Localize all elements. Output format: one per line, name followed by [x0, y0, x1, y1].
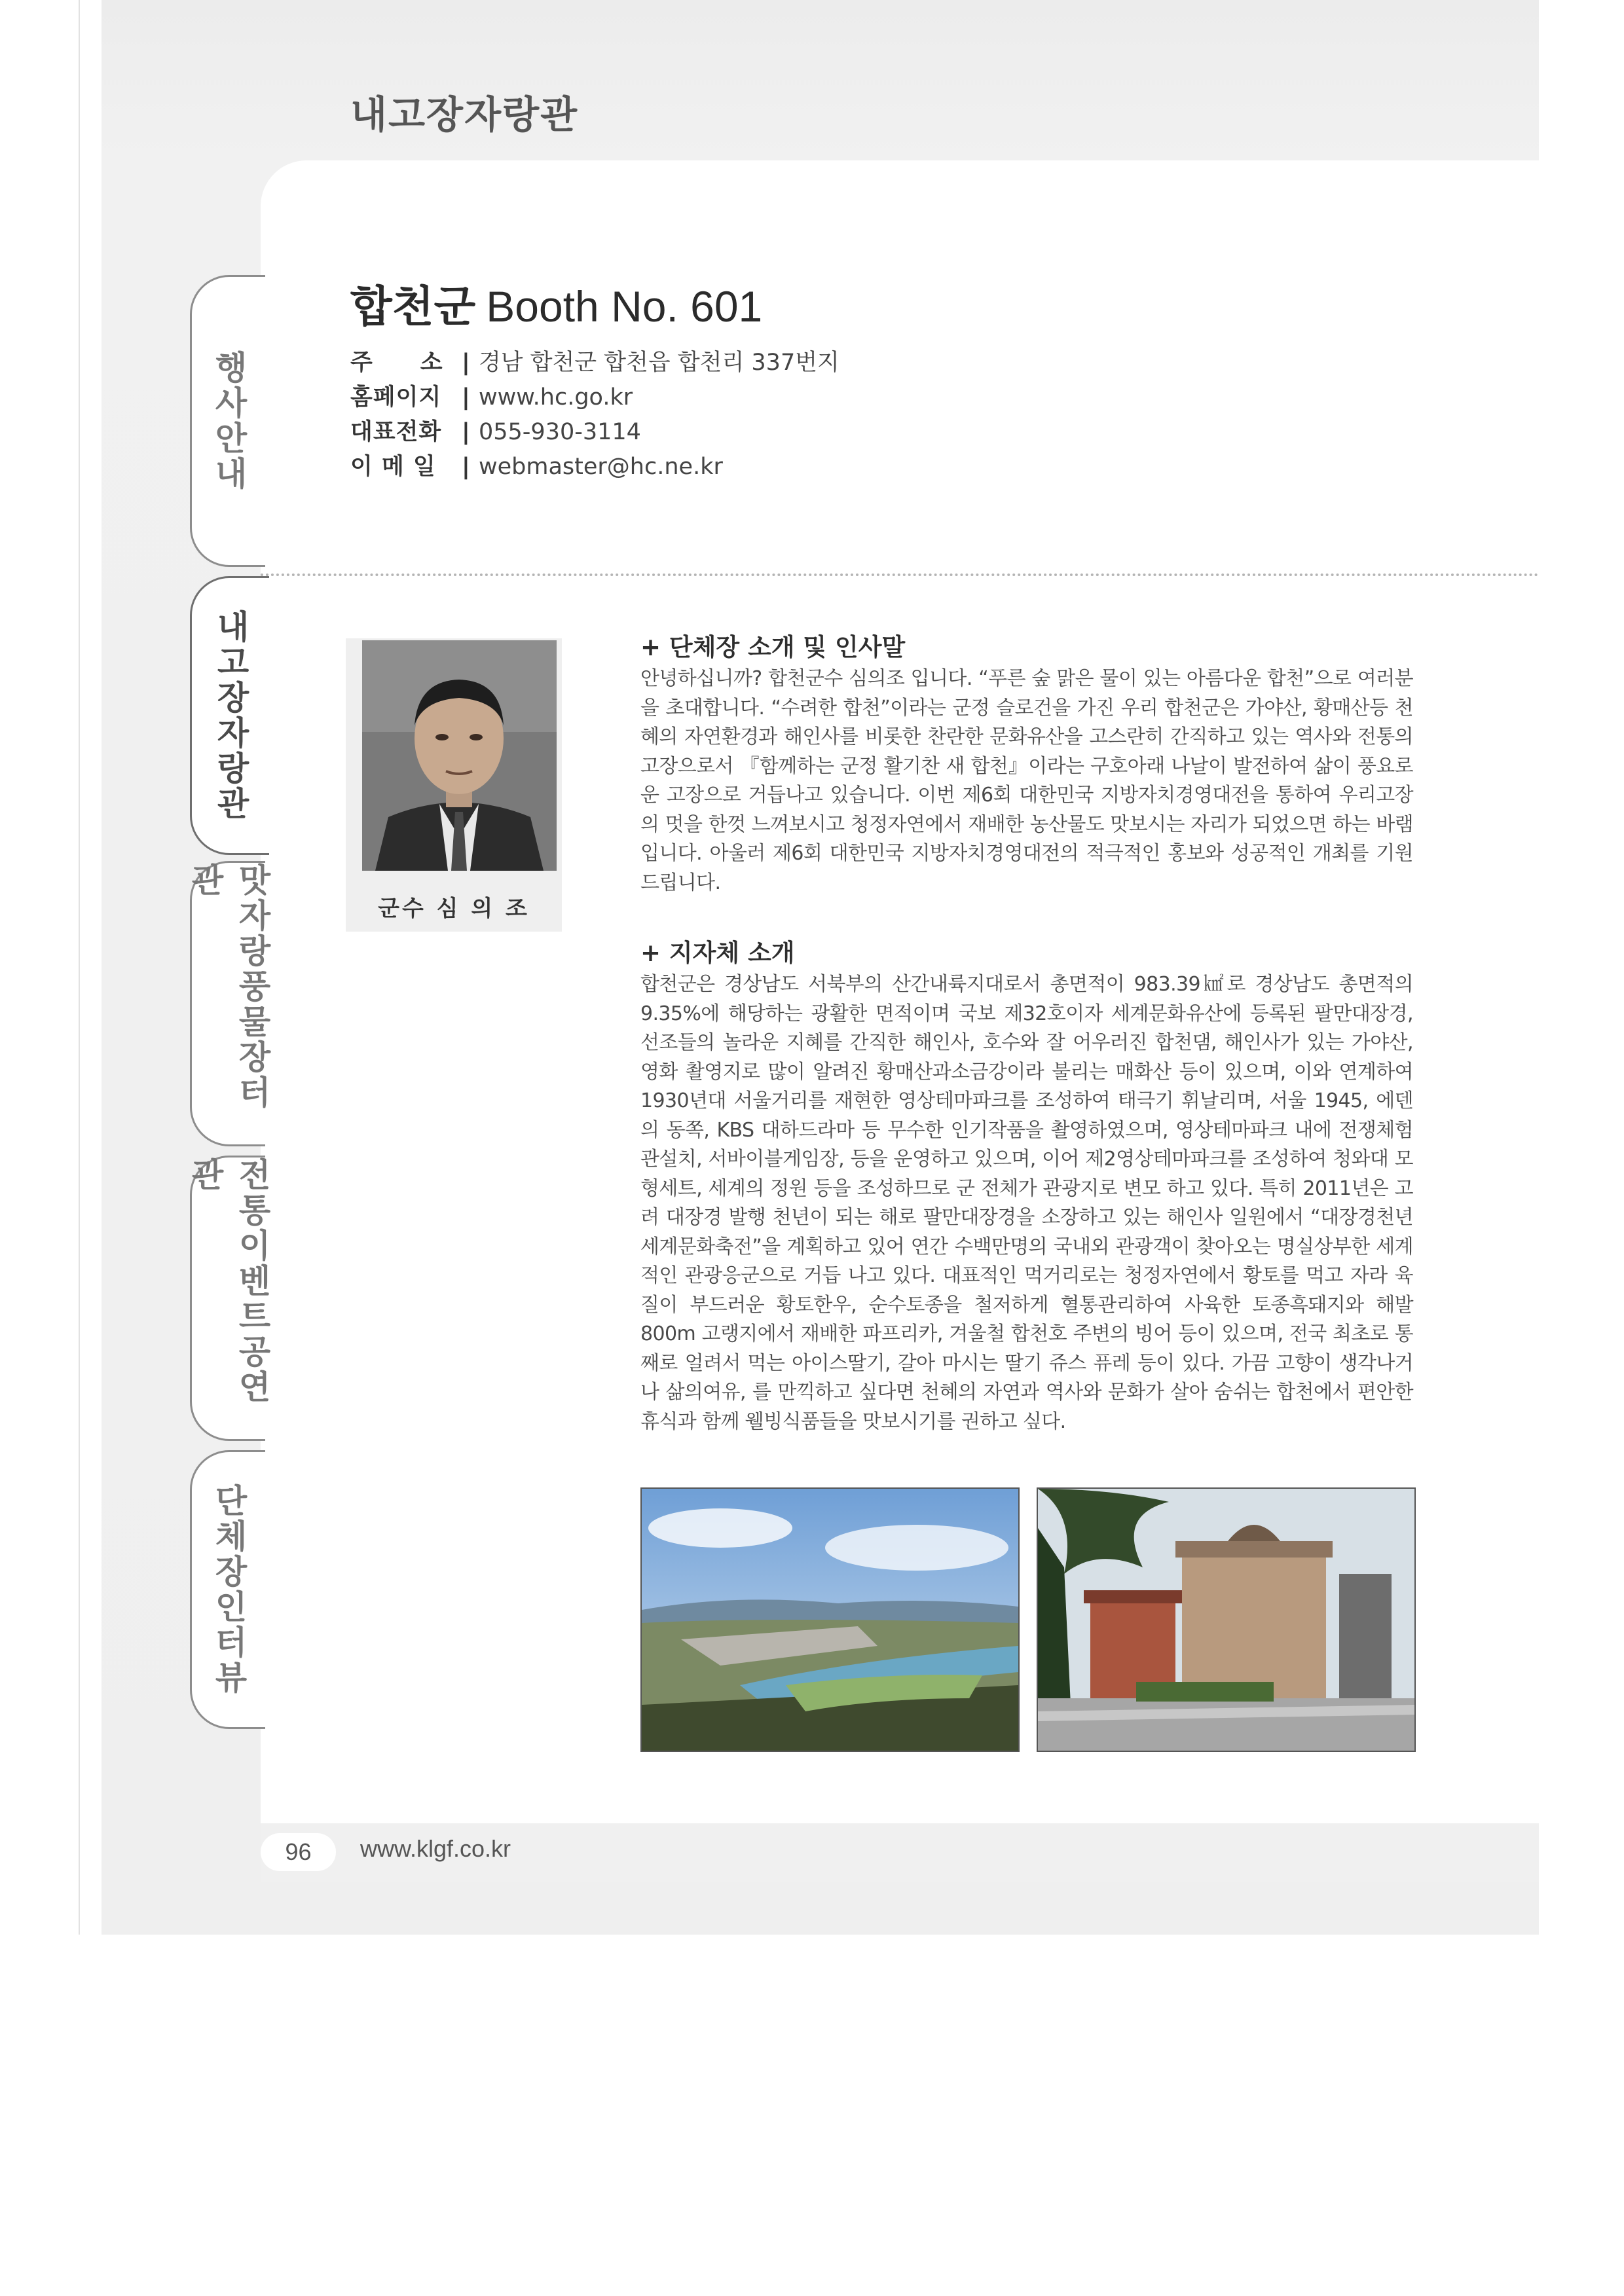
info-separator: |: [462, 384, 470, 410]
tab-label: 전통이벤트공연관: [186, 1157, 271, 1405]
info-separator: |: [462, 419, 470, 445]
info-label: 대표전화: [350, 419, 442, 445]
info-separator: |: [462, 454, 470, 480]
info-label: 홈페이지: [350, 384, 442, 410]
info-separator: |: [462, 350, 470, 376]
email-link[interactable]: webmaster@hc.ne.kr: [479, 454, 723, 480]
contact-info: [350, 346, 840, 484]
tab-label: 단체장인터뷰: [210, 1484, 248, 1696]
governor-portrait: [362, 640, 557, 871]
info-label: 주 소: [350, 350, 443, 376]
greeting-text: 안녕하십니까? 합천군수 심의조 입니다. “푸른 숲 맑은 물이 있는 아름다운 합천”으로 여러분을 초대합니다. “수려한 합천”이라는 군정 슬로건을 가진 우리 합천군은 가야산, 황매산등 천혜의 자연환경과 해인사를 비롯한 찬란한 문화유산을 고스란히 간직하고 있는 역사와 전통의 고장으로서 『함께하는 군정 활기찬 새 합천』이라는 구호아래 나날이 발전하여 삶이 풍요로운 고장으로 거듭나고 있습니다. 이번 제6회 대한민국 지방자치경영대전을 통하여 우리고장의 멋을 한껏 느껴보시고 청정자연에서 재배한 농산물도 맛보시는 자리가 되었으면 하는 바램입니다. 아울러 제6회 대한민국 지방자치경영대전의 적극적인 홍보와 성공적인 개최를 기원 드립니다.: [640, 667, 1413, 894]
tab-food-market-hall[interactable]: [186, 861, 271, 1146]
tab-local-pride-hall[interactable]: [190, 576, 269, 855]
divider: [261, 574, 1539, 576]
landscape-photo: [640, 1487, 1020, 1752]
booth-number: Booth No. 601: [486, 282, 763, 331]
footer-website[interactable]: www.klgf.co.kr: [360, 1835, 511, 1862]
portrait-caption: 군수 심 의 조: [378, 896, 530, 922]
page-title: [350, 272, 762, 334]
phone-value: 055-930-3114: [479, 419, 641, 445]
tab-event-info[interactable]: [190, 275, 265, 567]
address-value: 경남 합천군 합천읍 합천리 337번지: [479, 350, 840, 376]
tab-label: 내고장자랑관: [212, 610, 249, 822]
section-header: 내고장자랑관: [350, 92, 579, 137]
region-intro-heading: + 지자체 소개: [640, 939, 795, 967]
email-row: [350, 450, 840, 484]
homepage-row: [350, 380, 840, 415]
info-label: 이 메 일: [350, 454, 436, 480]
tab-label: 맛자랑풍물장터관: [186, 863, 271, 1110]
binding-rule: [79, 0, 80, 1935]
region-intro-text: 합천군은 경상남도 서북부의 산간내륙지대로서 총면적이 983.39㎢로 경상남도 총면적의 9.35%에 해당하는 광활한 면적이며 국보 제32호이자 세계문화유산에 등록된 팔만대장경, 선조들의 놀라운 지혜를 간직한 해인사, 호수와 잘 어우러진 합천댐, 해인사가 있는 가야산, 영화 촬영지로 많이 알려진 황매산과소금강이라 불리는 매화산 등이 있으며, 이와 연계하여1930년대 서울거리를 재현한 영상테마파크를 조성하여 태극기 휘날리며, 서울 1945, 에덴의 동쪽, KBS 대하드라마 등 무수한 인기작품을 촬영하였으며, 영상테마파크 내에 전쟁체험관설치, 서바이블게임장, 등을 운영하고 있으며, 이어 제2영상테마파크를 조성하여 청와대 모형세트, 세계의 정원 등을 조성하므로 군 전체가 관광지로 변모 하고 있다. 특히 2011년은 고려 대장경 발행 천년이 되는 해로 팔만대장경을 소장하고 있는 해인사 일원에서 “대장경천년세계문화축전”을 계획하고 있어 연간 수백만명의 국내외 관광객이 찾아오는 명실상부한 세계적인 관광응군으로 거듭 나고 있다. 대표적인 먹거리로는 청정자연에서 황토를 먹고 자라 육질이 부드러운 황토한우, 순수토종을 철저하게 혈통관리하여 사육한 토종흑돼지와 해발 800m 고랭지에서 재배한 파프리카, 겨울철 합천호 주변의 빙어 등이 있으며, 전국 최초로 통째로 얼려서 먹는 아이스딸기, 갈아 마시는 딸기 쥬스 퓨레 등이 있다. 가끔 고향이 생각나거나 삶의여유, 를 만끽하고 싶다면 천혜의 자연과 역사와 문화가 살아 숨쉬는 합천에서 편안한 휴식과 함께 웰빙식품들을 맛보시기를 권하고 싶다.: [640, 973, 1413, 1433]
phone-row: [350, 415, 840, 450]
homepage-link[interactable]: www.hc.go.kr: [479, 384, 633, 410]
greeting-heading: + 단체장 소개 및 인사말: [640, 633, 906, 661]
address-row: [350, 346, 840, 380]
tab-traditional-event-hall[interactable]: [186, 1156, 271, 1441]
tab-leader-interview[interactable]: [190, 1450, 265, 1729]
county-name: 합천군: [350, 282, 476, 332]
page-number: 96: [261, 1833, 336, 1871]
tab-label: 행사안내: [210, 350, 248, 492]
building-photo: [1037, 1487, 1416, 1752]
